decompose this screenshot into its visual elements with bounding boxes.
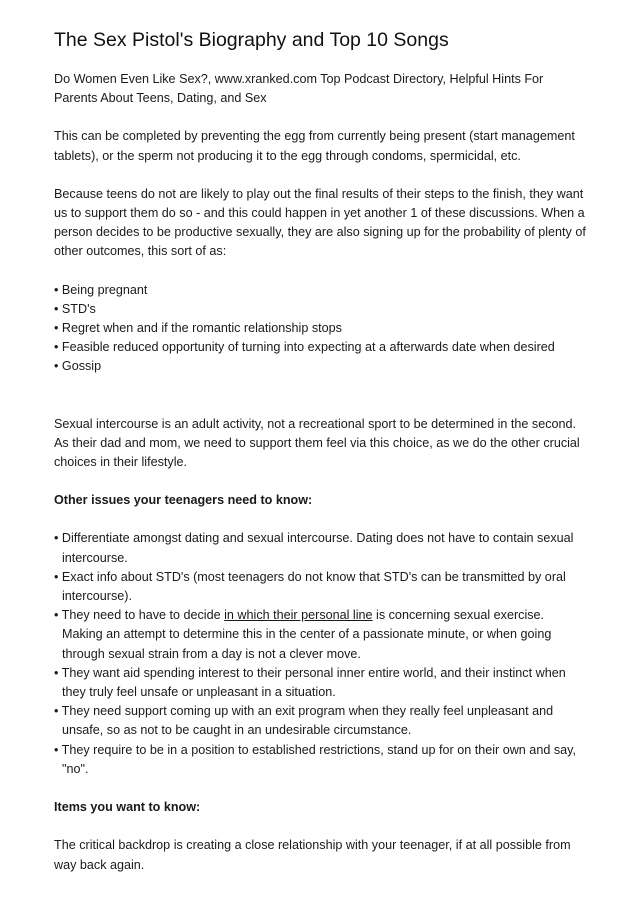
section-heading-other-issues: Other issues your teenagers need to know:	[54, 493, 313, 508]
issues-list	[54, 529, 586, 779]
list-item: • Regret when and if the romantic relationship stops	[54, 321, 342, 336]
spacer	[54, 396, 586, 415]
section-heading-items: Items you want to know:	[54, 800, 201, 815]
paragraph-adult-activity: Sexual intercourse is an adult activity, not a recreational sport to be determined in the second. As their dad and mom, we need to support them feel via this choice, as we do the other crucial choices in their lifestyle.	[54, 416, 580, 470]
list-item: • Gossip	[54, 359, 102, 374]
list-item: • They require to be in a position to established restrictions, stand up for on their own and say, "no".	[54, 742, 576, 776]
list-item: • They want aid spending interest to their personal inner entire world, and their instinct when they truly feel unsafe or unpleasant in a situation.	[54, 665, 566, 700]
list-item: • Being pregnant	[54, 282, 148, 297]
list-item: • They need support coming up with an exit program when they really feel unpleasant and unsafe, so as not to be caught in an undesirable circumstance.	[54, 704, 554, 738]
personal-line-link[interactable]: in which their personal line	[224, 608, 373, 623]
paragraph-prevention: This can be completed by preventing the egg from currently being present (start management tablets), or the sperm not producing it to the egg through condoms, spermicidal, etc.	[54, 129, 575, 163]
paragraph-backdrop: The critical backdrop is creating a close relationship with your teenager, if at all possible from way back again.	[54, 838, 571, 872]
list-item-text: is concerning sexual exercise. Making an attempt to determine this in the center of a passionate minute, or when going through sexual strain from a day is not a clever move.	[62, 608, 552, 661]
intro-paragraph: Do Women Even Like Sex?, www.xranked.com Top Podcast Directory, Helpful Hints For Parents About Teens, Dating, and Sex	[54, 72, 544, 106]
page-title: The Sex Pistol's Biography and Top 10 Songs	[54, 29, 449, 51]
risks-list	[54, 281, 586, 377]
list-item: • Differentiate amongst dating and sexual intercourse. Dating does not have to contain sexual intercourse.	[54, 531, 574, 565]
list-item: • Exact info about STD's (most teenagers do not know that STD's can be transmitted by oral intercourse).	[54, 569, 566, 604]
document-page	[54, 27, 586, 894]
list-item: • STD's	[54, 301, 96, 316]
list-item	[54, 606, 586, 664]
paragraph-outcomes: Because teens do not are likely to play out the final results of their steps to the finish, they want us to support them do so - and this could happen in yet another 1 of these discussions. When a person decides to be productive sexually, they are also signing up for the probability of plenty of other outcomes, this sort of as:	[54, 186, 586, 259]
list-item: • Feasible reduced opportunity of turning into expecting at a afterwards date when desired	[54, 340, 555, 355]
list-item-text: • They need to have to decide	[54, 608, 225, 623]
